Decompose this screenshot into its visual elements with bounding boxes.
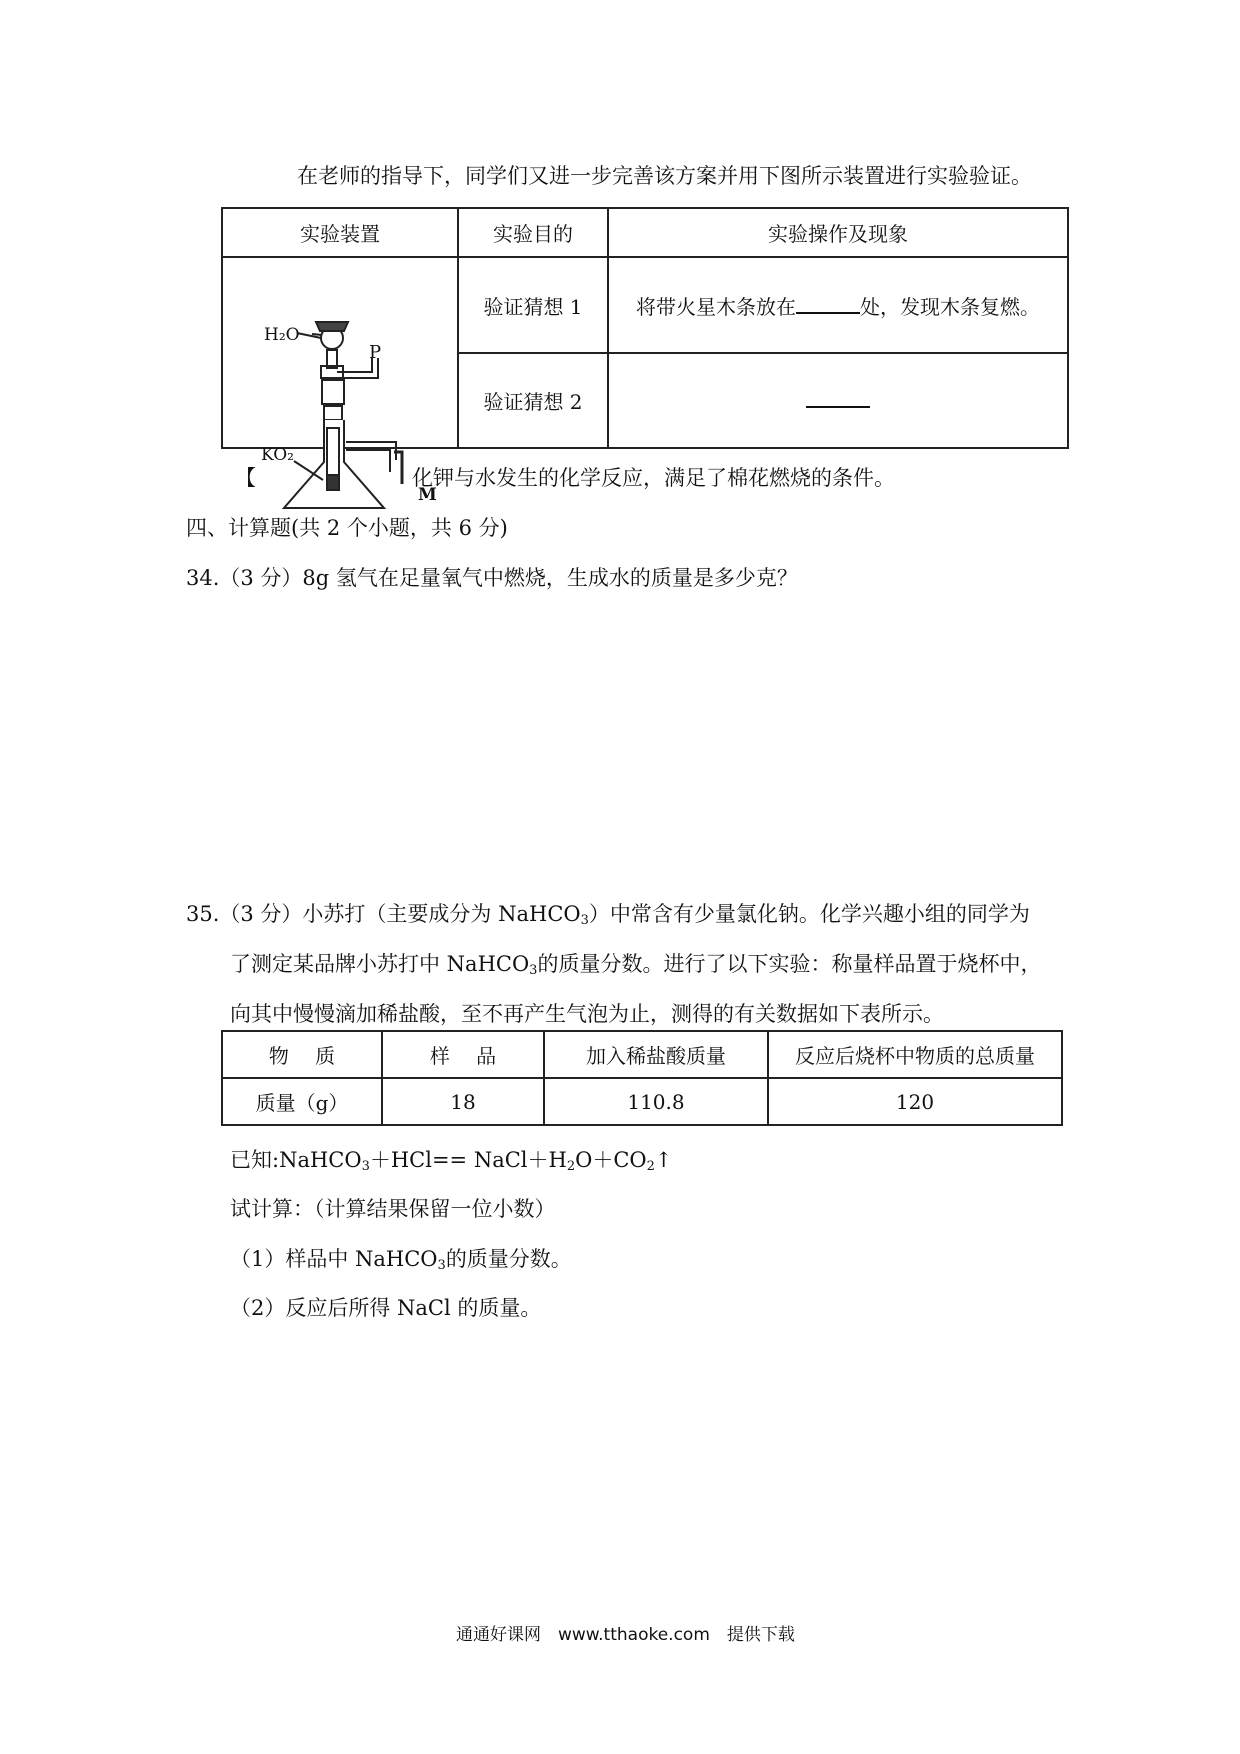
calc-prompt: 试计算：（计算结果保留一位小数） bbox=[230, 1197, 556, 1221]
header-apparatus: 实验装置 bbox=[222, 208, 458, 257]
sub-question-1: （1）样品中 NaHCO$_3$的质量分数。 bbox=[230, 1247, 572, 1273]
question-35-line2: 了测定某品牌小苏打中 NaHCO$_3$的质量分数。进行了以下实验：称量样品置于烧杯中， bbox=[230, 952, 1042, 978]
known-equation: 已知:NaHCO$_3$＋HCl== $NaCl+H_2O+CO_2↑$ bbox=[230, 1148, 673, 1174]
conclusion-text: 化钾与水发生的化学反应，满足了棉花燃烧的条件。 bbox=[412, 466, 895, 490]
data-header-acid: 加入稀盐酸质量 bbox=[544, 1031, 768, 1078]
label-ko2: KO₂ bbox=[261, 445, 294, 465]
purpose-2: 验证猜想 2 bbox=[458, 353, 608, 448]
question-35-line1: 35.（3 分）小苏打（主要成分为 NaHCO$_3$）中常含有少量氯化钠。化学兴趣小组的同学为 bbox=[186, 902, 1030, 928]
data-value-acid: 110.8 bbox=[544, 1078, 768, 1125]
label-water: H₂O bbox=[264, 325, 300, 345]
question-35-line3: 向其中慢慢滴加稀盐酸，至不再产生气泡为止，测得的有关数据如下表所示。 bbox=[230, 1002, 944, 1026]
data-header-substance: 物 质 bbox=[222, 1031, 382, 1078]
header-operation: 实验操作及现象 bbox=[608, 208, 1068, 257]
data-row-label: 质量（g） bbox=[222, 1078, 382, 1125]
data-table bbox=[221, 1030, 1063, 1126]
data-header-sample: 样 品 bbox=[382, 1031, 544, 1078]
data-value-sample: 18 bbox=[382, 1078, 544, 1125]
data-header-total: 反应后烧杯中物质的总质量 bbox=[768, 1031, 1062, 1078]
intro-text: 在老师的指导下，同学们又进一步完善该方案并用下图所示装置进行实验验证。 bbox=[297, 164, 1032, 188]
purpose-1: 验证猜想 1 bbox=[458, 257, 608, 353]
label-p: P bbox=[369, 342, 382, 363]
footer-text: 通通好课网 www.tthaoke.com 提供下载 bbox=[456, 1625, 795, 1645]
label-m: M bbox=[418, 485, 437, 505]
header-purpose: 实验目的 bbox=[458, 208, 608, 257]
operation-1: 将带火星木条放在 处，发现木条复燃。 bbox=[608, 257, 1068, 353]
data-value-total: 120 bbox=[768, 1078, 1062, 1125]
sub-question-2: （2）反应后所得 NaCl 的质量。 bbox=[230, 1296, 542, 1320]
conclusion-bracket: 【 bbox=[235, 466, 256, 490]
section-title: 四、计算题(共 2 个小题，共 6 分) bbox=[186, 516, 508, 540]
question-34: 34.（3 分）8g 氢气在足量氧气中燃烧，生成水的质量是多少克？ bbox=[186, 566, 798, 590]
